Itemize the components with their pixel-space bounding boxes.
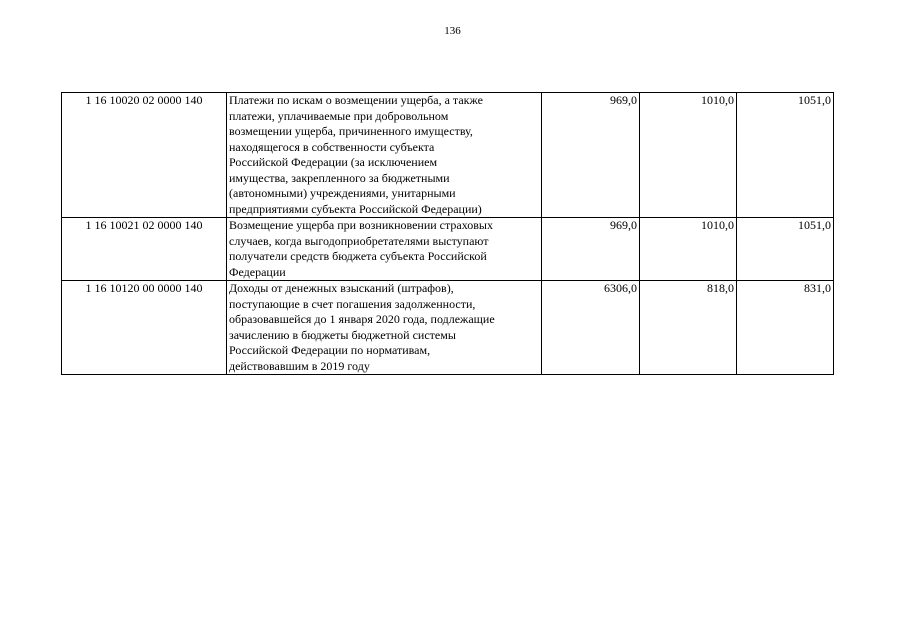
budget-code-cell: 1 16 10021 02 0000 140 bbox=[62, 218, 227, 281]
page-number: 136 bbox=[444, 25, 461, 37]
description-line: платежи, уплачиваемые при добровольном bbox=[229, 108, 449, 123]
description-line: Возмещение ущерба при возникновении страховых bbox=[229, 218, 493, 232]
amount-cell-3: 831,0 bbox=[737, 281, 834, 375]
description-line: Российской Федерации (за исключением bbox=[229, 155, 438, 169]
table-row bbox=[62, 93, 834, 218]
description-line: Доходы от денежных взысканий (штрафов), bbox=[229, 281, 454, 295]
description-line: (автономными) учреждениями, унитарными bbox=[229, 186, 456, 200]
amount-cell-2: 818,0 bbox=[640, 281, 737, 375]
description-line: предприятиями субъекта Российской Федерации) bbox=[229, 201, 482, 216]
description-line: получатели средств бюджета субъекта Российской bbox=[229, 249, 487, 263]
description-cell bbox=[227, 281, 542, 375]
description-line: Платежи по искам о возмещении ущерба, а также bbox=[229, 93, 483, 107]
table-row bbox=[62, 218, 834, 281]
amount-cell-3: 1051,0 bbox=[737, 218, 834, 281]
table-row bbox=[62, 281, 834, 375]
budget-code-cell: 1 16 10020 02 0000 140 bbox=[62, 93, 227, 218]
description-cell bbox=[227, 93, 542, 218]
amount-cell-2: 1010,0 bbox=[640, 218, 737, 281]
amount-cell-1: 969,0 bbox=[542, 93, 640, 218]
description-line: возмещении ущерба, причиненного имуществу, bbox=[229, 124, 473, 138]
description-line: действовавшим в 2019 году bbox=[229, 358, 370, 373]
description-line: находящегося в собственности субъекта bbox=[229, 139, 435, 154]
budget-code-cell: 1 16 10120 00 0000 140 bbox=[62, 281, 227, 375]
description-line: зачислению в бюджеты бюджетной системы bbox=[229, 327, 456, 342]
amount-cell-3: 1051,0 bbox=[737, 93, 834, 218]
description-line: образовавшейся до 1 января 2020 года, подлежащие bbox=[229, 312, 495, 326]
description-line: Российской Федерации по нормативам, bbox=[229, 343, 431, 357]
description-line: Федерации bbox=[229, 264, 286, 279]
budget-revenue-table bbox=[61, 92, 834, 375]
amount-cell-1: 969,0 bbox=[542, 218, 640, 281]
description-line: поступающие в счет погашения задолженности, bbox=[229, 296, 476, 311]
description-cell bbox=[227, 218, 542, 281]
amount-cell-2: 1010,0 bbox=[640, 93, 737, 218]
amount-cell-1: 6306,0 bbox=[542, 281, 640, 375]
description-line: случаев, когда выгодоприобретателями выступают bbox=[229, 233, 489, 248]
description-line: имущества, закрепленного за бюджетными bbox=[229, 170, 450, 185]
